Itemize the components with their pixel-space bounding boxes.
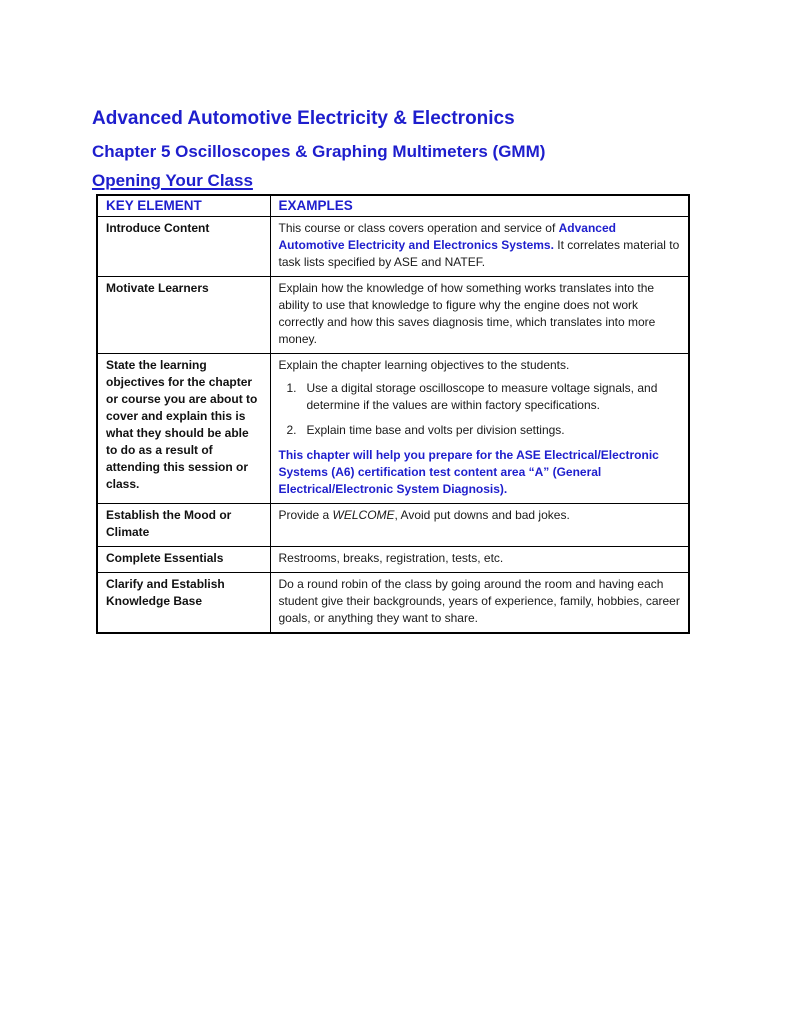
examples-cell [270,354,689,504]
paragraph [279,507,681,524]
text-segment: This course or class covers operation and service of [278,221,559,235]
text-segment: Explain the chapter learning objectives to the students. [278,358,570,372]
table-row [97,547,689,573]
table-row [97,354,689,504]
paragraph [279,447,681,498]
text-segment: Use a digital storage oscilloscope to measure voltage signals, and determine if the values are within factory specifications. [306,381,658,412]
paragraph [279,357,681,374]
list-number: 2. [286,423,297,437]
key-element-cell: Complete Essentials [97,547,270,573]
text-segment: Provide a [278,508,333,522]
column-header-examples: EXAMPLES [270,195,689,217]
examples-cell [270,547,689,573]
text-segment: Explain time base and volts per division settings. [306,423,565,437]
table-row [97,504,689,547]
paragraph [279,576,681,627]
table-row [97,277,689,354]
text-segment: WELCOME [332,508,395,522]
text-segment: Explain how the knowledge of how something works translates into the ability to use that knowledge to figure why the engine does not work correctly and how this saves diagnosis time, which translates into more money. [278,281,656,346]
page-title: Advanced Automotive Electricity & Electronics [92,108,515,129]
table-row [97,217,689,277]
table-header-row [97,195,689,217]
list-number: 1. [286,381,297,395]
list-text [307,380,681,414]
numbered-list-item [279,380,681,414]
examples-cell [270,573,689,634]
text-segment: This chapter will help you prepare for the ASE Electrical/Electronic Systems (A6) certification test content area “A” (General Electrical/Electronic System Diagnosis). [278,448,659,496]
key-element-cell: State the learning objectives for the chapter or course you are about to cover and explain this is what they should be able to do as a result of attending this session or class. [97,354,270,504]
text-segment: It correlates material to task lists specified by ASE and NATEF. [278,238,680,269]
table-row [97,573,689,634]
key-element-cell: Introduce Content [97,217,270,277]
key-element-cell: Establish the Mood or Climate [97,504,270,547]
examples-cell [270,217,689,277]
section-heading: Opening Your Class [92,171,253,190]
key-element-cell: Motivate Learners [97,277,270,354]
paragraph [279,280,681,348]
text-segment: Restrooms, breaks, registration, tests, etc. [278,551,504,565]
class-opening-table [96,194,690,634]
text-segment: Do a round robin of the class by going around the room and having each student give their backgrounds, years of experience, family, hobbies, career goals, or anything they want to share. [278,577,680,625]
examples-cell [270,504,689,547]
numbered-list-item [279,422,681,439]
paragraph [279,550,681,567]
text-segment: Advanced Automotive Electricity and Electronics Systems. [278,221,616,252]
key-element-cell: Clarify and Establish Knowledge Base [97,573,270,634]
column-header-key-element: KEY ELEMENT [97,195,270,217]
list-text [307,422,565,439]
examples-cell [270,277,689,354]
paragraph [279,220,681,271]
text-segment: , Avoid put downs and bad jokes. [394,508,570,522]
chapter-heading: Chapter 5 Oscilloscopes & Graphing Multimeters (GMM) [92,142,546,161]
